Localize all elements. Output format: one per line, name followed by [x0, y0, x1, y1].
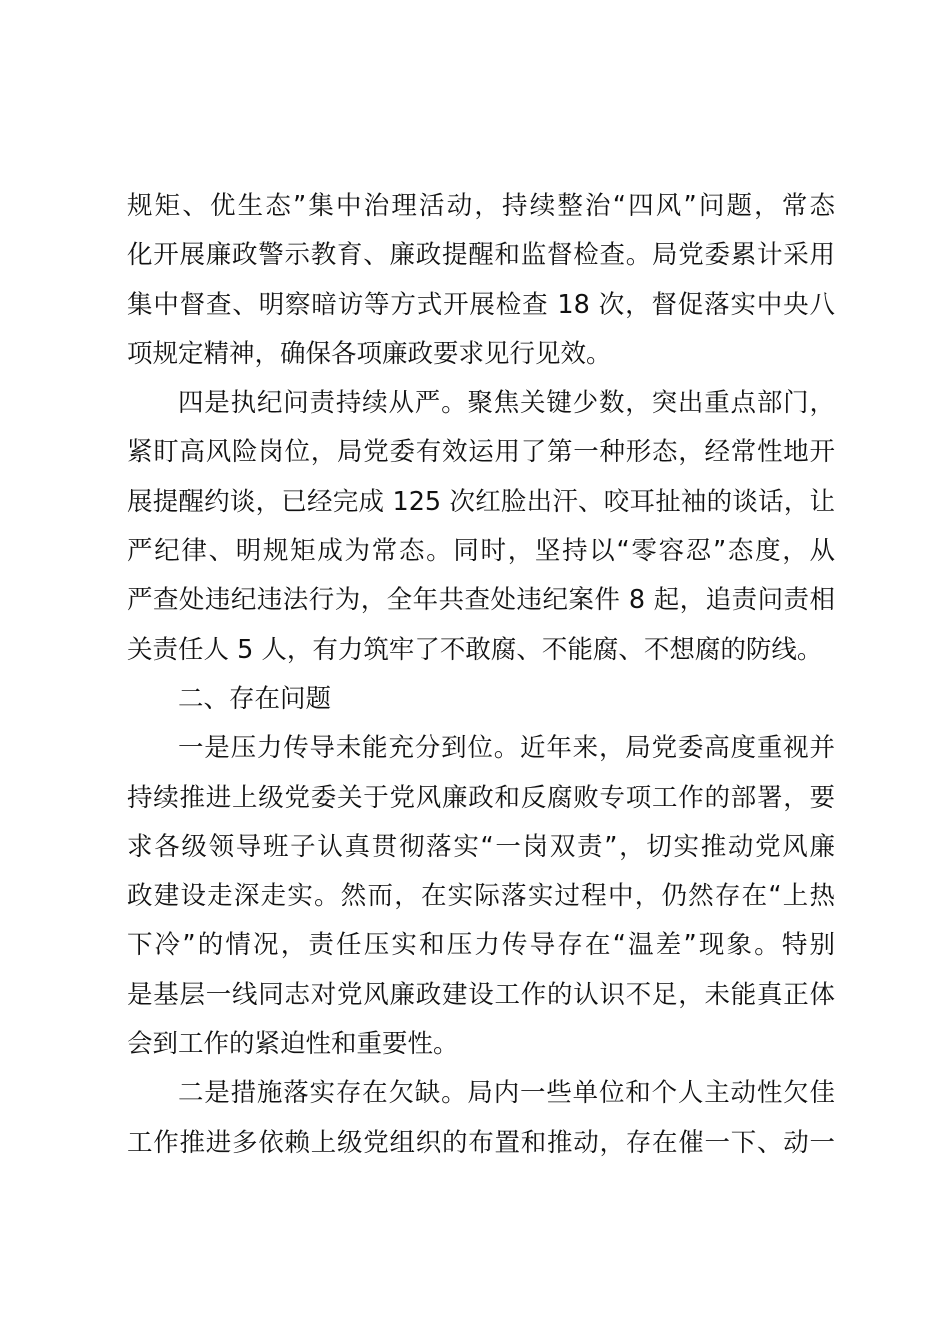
text-line: 政建设走深走实。然而，在实际落实过程中，仍然存在“上热 [127, 881, 835, 912]
text-line: 四是执纪问责持续从严。聚焦关键少数，突出重点部门， [178, 388, 835, 419]
text-line: 集中督查、明察暗访等方式开展检查 18 次，督促落实中央八 [127, 289, 835, 320]
paragraph-continued [127, 182, 835, 379]
text-line: 一是压力传导未能充分到位。近年来，局党委高度重视并 [178, 733, 835, 764]
text-line: 工作推进多依赖上级党组织的布置和推动，存在催一下、动一 [127, 1127, 835, 1158]
section-heading [127, 675, 835, 724]
document-body [127, 182, 835, 1168]
text-line: 严纪律、明规矩成为常态。同时，坚持以“零容忍”态度，从 [127, 536, 835, 567]
text-line: 规矩、优生态”集中治理活动，持续整治“四风”问题，常态 [127, 191, 835, 221]
text-line: 是基层一线同志对党风廉政建设工作的认识不足，未能真正体 [127, 979, 835, 1010]
text-line: 会到工作的紧迫性和重要性。 [127, 1029, 459, 1060]
text-line: 紧盯高风险岗位，局党委有效运用了第一种形态，经常性地开 [127, 437, 835, 468]
text-line: 持续推进上级党委关于党风廉政和反腐败专项工作的部署，要 [127, 782, 835, 813]
text-line: 展提醒约谈，已经完成 125 次红脸出汗、咬耳扯袖的谈话，让 [127, 486, 835, 517]
text-line: 二是措施落实存在欠缺。局内一些单位和个人主动性欠佳 [178, 1078, 835, 1109]
text-line: 关责任人 5 人，有力筑牢了不敢腐、不能腐、不想腐的防线。 [127, 634, 823, 665]
text-line: 下冷”的情况，责任压实和压力传导存在“温差”现象。特别 [127, 930, 835, 961]
text-line: 项规定精神，确保各项廉政要求见行见效。 [127, 338, 612, 369]
paragraph-measures [127, 1069, 835, 1168]
text-line: 求各级领导班子认真贯彻落实“一岗双责”，切实推动党风廉 [127, 831, 835, 862]
paragraph-discipline [127, 379, 835, 675]
text-line: 化开展廉政警示教育、廉政提醒和监督检查。局党委累计采用 [127, 240, 835, 271]
text-line: 严查处违纪违法行为，全年共查处违纪案件 8 起，追责问责相 [127, 585, 835, 616]
section-heading-text: 二、存在问题 [178, 683, 332, 714]
paragraph-pressure [127, 724, 835, 1069]
